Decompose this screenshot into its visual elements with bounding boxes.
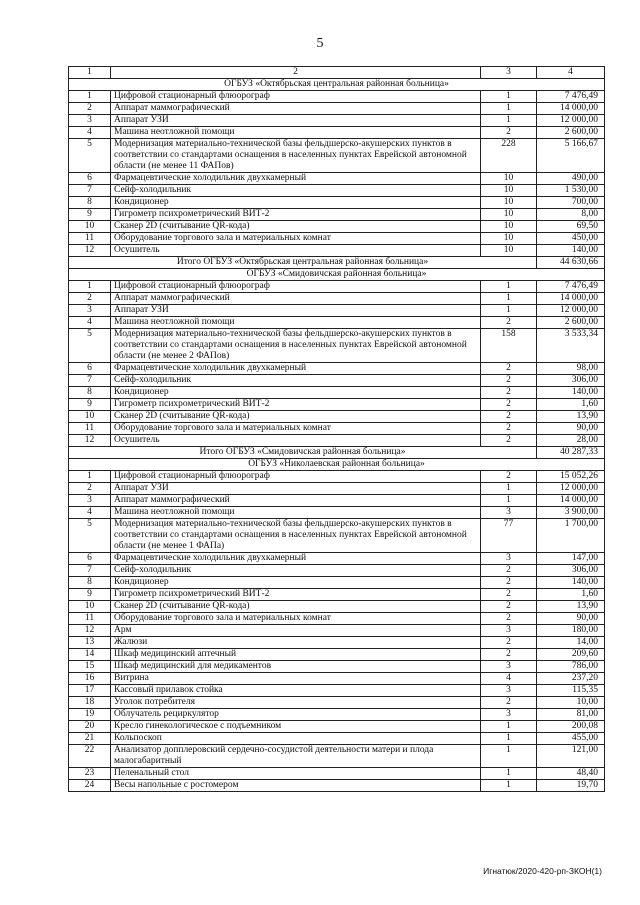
item-amount: 200,08 (537, 721, 605, 733)
item-name: Фармацевтические холодильник двухкамерный (111, 553, 481, 565)
item-amount: 306,00 (537, 375, 605, 387)
table-row (69, 471, 605, 483)
item-quantity: 2 (481, 577, 537, 589)
item-name: Осушитель (111, 435, 481, 447)
item-quantity: 1 (481, 780, 537, 792)
row-number: 7 (69, 375, 111, 387)
item-amount: 98,00 (537, 363, 605, 375)
item-name: Фармацевтические холодильник двухкамерный (111, 363, 481, 375)
item-amount: 450,00 (537, 233, 605, 245)
item-amount: 13,90 (537, 411, 605, 423)
section-total-label: Итого ОГБУЗ «Смидовичская районная больница» (69, 447, 537, 459)
item-quantity: 1 (481, 293, 537, 305)
item-amount: 700,00 (537, 197, 605, 209)
item-amount: 8,00 (537, 209, 605, 221)
item-quantity: 10 (481, 209, 537, 221)
item-quantity: 2 (481, 411, 537, 423)
table-row (69, 768, 605, 780)
row-number: 10 (69, 411, 111, 423)
table-row (69, 399, 605, 411)
table-row (69, 91, 605, 103)
table-row (69, 329, 605, 363)
item-quantity: 1 (481, 281, 537, 293)
table-row (69, 423, 605, 435)
row-number: 20 (69, 721, 111, 733)
table-row (69, 245, 605, 257)
item-name: Сейф-холодильник (111, 565, 481, 577)
header-cell: 3 (481, 67, 537, 79)
item-name: Жалюзи (111, 637, 481, 649)
item-amount: 180,00 (537, 625, 605, 637)
table-row (69, 305, 605, 317)
equipment-table (68, 66, 605, 792)
item-name: Оборудование торгового зала и материальных комнат (111, 233, 481, 245)
item-name: Цифровой стационарный флюорограф (111, 471, 481, 483)
item-name: Сканер 2D (считывание QR-кода) (111, 221, 481, 233)
section-title-row (69, 79, 605, 91)
item-name: Цифровой стационарный флюорограф (111, 281, 481, 293)
table-row (69, 613, 605, 625)
table-row (69, 685, 605, 697)
item-name: Шкаф медицинский аптечный (111, 649, 481, 661)
item-amount: 2 600,00 (537, 127, 605, 139)
row-number: 12 (69, 435, 111, 447)
item-quantity: 10 (481, 173, 537, 185)
item-name: Оборудование торгового зала и материальных комнат (111, 423, 481, 435)
page-number: 5 (316, 36, 324, 51)
row-number: 13 (69, 637, 111, 649)
row-number: 6 (69, 173, 111, 185)
item-amount: 140,00 (537, 387, 605, 399)
row-number: 1 (69, 91, 111, 103)
row-number: 23 (69, 768, 111, 780)
section-title: ОГБУЗ «Николаевская районная больница» (69, 459, 605, 471)
item-name: Сканер 2D (считывание QR-кода) (111, 601, 481, 613)
item-amount: 306,00 (537, 565, 605, 577)
item-name: Анализатор допплеровский сердечно-сосудистой деятельности матери и плода малогабаритный (111, 745, 481, 768)
row-number: 4 (69, 127, 111, 139)
table-row (69, 553, 605, 565)
item-amount: 140,00 (537, 577, 605, 589)
item-quantity: 2 (481, 317, 537, 329)
table-row (69, 519, 605, 553)
item-name: Кассовый прилавок стойка (111, 685, 481, 697)
row-number: 4 (69, 507, 111, 519)
item-amount: 237,20 (537, 673, 605, 685)
item-name: Аппарат УЗИ (111, 483, 481, 495)
table-row (69, 483, 605, 495)
row-number: 5 (69, 139, 111, 173)
table-row (69, 103, 605, 115)
table-row (69, 565, 605, 577)
item-amount: 140,00 (537, 245, 605, 257)
item-amount: 14 000,00 (537, 103, 605, 115)
row-number: 12 (69, 245, 111, 257)
item-amount: 10,00 (537, 697, 605, 709)
item-amount: 3 533,34 (537, 329, 605, 363)
table-row (69, 317, 605, 329)
item-quantity: 77 (481, 519, 537, 553)
row-number: 10 (69, 221, 111, 233)
item-amount: 3 900,00 (537, 507, 605, 519)
item-quantity: 1 (481, 768, 537, 780)
item-amount: 69,50 (537, 221, 605, 233)
item-quantity: 2 (481, 649, 537, 661)
row-number: 11 (69, 613, 111, 625)
item-quantity: 1 (481, 91, 537, 103)
header-cell: 4 (537, 67, 605, 79)
row-number: 9 (69, 209, 111, 221)
item-quantity: 4 (481, 673, 537, 685)
table-row (69, 293, 605, 305)
item-amount: 455,00 (537, 733, 605, 745)
item-amount: 13,90 (537, 601, 605, 613)
item-quantity: 10 (481, 233, 537, 245)
table-row (69, 185, 605, 197)
section-total-amount: 44 630,66 (537, 257, 605, 269)
row-number: 8 (69, 387, 111, 399)
item-name: Кондиционер (111, 577, 481, 589)
item-amount: 5 166,67 (537, 139, 605, 173)
table-row (69, 209, 605, 221)
item-amount: 28,00 (537, 435, 605, 447)
table-row (69, 780, 605, 792)
row-number: 24 (69, 780, 111, 792)
row-number: 2 (69, 293, 111, 305)
item-name: Оборудование торгового зала и материальных комнат (111, 613, 481, 625)
item-amount: 90,00 (537, 423, 605, 435)
row-number: 15 (69, 661, 111, 673)
row-number: 12 (69, 625, 111, 637)
item-quantity: 2 (481, 375, 537, 387)
item-quantity: 10 (481, 197, 537, 209)
item-quantity: 2 (481, 423, 537, 435)
item-amount: 1,60 (537, 589, 605, 601)
item-quantity: 3 (481, 507, 537, 519)
section-total-label: Итого ОГБУЗ «Октябрьская центральная районная больница» (69, 257, 537, 269)
row-number: 11 (69, 233, 111, 245)
item-quantity: 2 (481, 613, 537, 625)
table-row (69, 649, 605, 661)
table-row (69, 375, 605, 387)
section-title: ОГБУЗ «Смидовичская районная больница» (69, 269, 605, 281)
item-amount: 121,00 (537, 745, 605, 768)
item-quantity: 10 (481, 185, 537, 197)
row-number: 5 (69, 329, 111, 363)
item-name: Цифровой стационарный флюорограф (111, 91, 481, 103)
item-name: Гигрометр психрометрический ВИТ-2 (111, 399, 481, 411)
row-number: 7 (69, 565, 111, 577)
item-name: Аппарат маммографический (111, 495, 481, 507)
table-row (69, 387, 605, 399)
row-number: 2 (69, 483, 111, 495)
item-name: Аппарат УЗИ (111, 115, 481, 127)
section-total-row (69, 257, 605, 269)
item-name: Аппарат маммографический (111, 103, 481, 115)
table-row (69, 709, 605, 721)
row-number: 6 (69, 363, 111, 375)
row-number: 21 (69, 733, 111, 745)
table-header-row (69, 67, 605, 79)
table-row (69, 721, 605, 733)
item-quantity: 2 (481, 589, 537, 601)
item-amount: 14,00 (537, 637, 605, 649)
item-name: Арм (111, 625, 481, 637)
table-row (69, 625, 605, 637)
table-row (69, 601, 605, 613)
table-row (69, 577, 605, 589)
table-row (69, 637, 605, 649)
table-row (69, 733, 605, 745)
item-name: Витрина (111, 673, 481, 685)
item-amount: 490,00 (537, 173, 605, 185)
table-row (69, 281, 605, 293)
row-number: 22 (69, 745, 111, 768)
item-amount: 115,35 (537, 685, 605, 697)
item-name: Гигрометр психрометрический ВИТ-2 (111, 209, 481, 221)
table-row (69, 411, 605, 423)
row-number: 1 (69, 281, 111, 293)
row-number: 9 (69, 589, 111, 601)
item-quantity: 1 (481, 495, 537, 507)
item-name: Кондиционер (111, 197, 481, 209)
item-quantity: 158 (481, 329, 537, 363)
table-row (69, 127, 605, 139)
row-number: 3 (69, 495, 111, 507)
row-number: 16 (69, 673, 111, 685)
item-quantity: 2 (481, 387, 537, 399)
item-amount: 48,40 (537, 768, 605, 780)
table-row (69, 139, 605, 173)
item-amount: 19,70 (537, 780, 605, 792)
item-name: Фармацевтические холодильник двухкамерный (111, 173, 481, 185)
item-name: Аппарат маммографический (111, 293, 481, 305)
item-amount: 1,60 (537, 399, 605, 411)
item-quantity: 2 (481, 697, 537, 709)
row-number: 4 (69, 317, 111, 329)
table-row (69, 173, 605, 185)
row-number: 7 (69, 185, 111, 197)
row-number: 3 (69, 115, 111, 127)
item-amount: 12 000,00 (537, 115, 605, 127)
row-number: 9 (69, 399, 111, 411)
item-name: Машина неотложной помощи (111, 507, 481, 519)
row-number: 3 (69, 305, 111, 317)
row-number: 14 (69, 649, 111, 661)
row-number: 5 (69, 519, 111, 553)
item-amount: 81,00 (537, 709, 605, 721)
item-quantity: 1 (481, 305, 537, 317)
item-amount: 7 476,49 (537, 91, 605, 103)
document-footer-code: Игнатюк/2020-420-рп-ЗКОН(1) (483, 866, 602, 876)
table-row (69, 745, 605, 768)
table-row (69, 661, 605, 673)
item-amount: 209,60 (537, 649, 605, 661)
item-name: Кольпоскоп (111, 733, 481, 745)
row-number: 6 (69, 553, 111, 565)
item-name: Шкаф медицинский для медикаментов (111, 661, 481, 673)
row-number: 8 (69, 197, 111, 209)
item-quantity: 2 (481, 399, 537, 411)
item-amount: 1 530,00 (537, 185, 605, 197)
table-row (69, 197, 605, 209)
row-number: 17 (69, 685, 111, 697)
item-amount: 12 000,00 (537, 483, 605, 495)
table-row (69, 507, 605, 519)
item-amount: 14 000,00 (537, 293, 605, 305)
item-quantity: 1 (481, 103, 537, 115)
item-name: Машина неотложной помощи (111, 317, 481, 329)
item-quantity: 10 (481, 245, 537, 257)
header-cell: 1 (69, 67, 111, 79)
item-name: Сейф-холодильник (111, 375, 481, 387)
item-amount: 12 000,00 (537, 305, 605, 317)
item-quantity: 3 (481, 661, 537, 673)
row-number: 18 (69, 697, 111, 709)
item-name: Модернизация материально-технической базы фельдшерско-акушерских пунктов в соответствии со стандартами оснащения в населенных пунктах Еврейской автономной области (не менее 2 ФАПов) (111, 329, 481, 363)
section-total-amount: 40 287,33 (537, 447, 605, 459)
table-row (69, 435, 605, 447)
item-name: Весы напольные с ростомером (111, 780, 481, 792)
table-row (69, 495, 605, 507)
row-number: 19 (69, 709, 111, 721)
row-number: 10 (69, 601, 111, 613)
item-name: Кресло гинекологическое с подъемником (111, 721, 481, 733)
item-name: Аппарат УЗИ (111, 305, 481, 317)
item-amount: 786,00 (537, 661, 605, 673)
item-name: Машина неотложной помощи (111, 127, 481, 139)
item-name: Сейф-холодильник (111, 185, 481, 197)
item-quantity: 2 (481, 565, 537, 577)
item-quantity: 2 (481, 127, 537, 139)
row-number: 2 (69, 103, 111, 115)
item-quantity: 2 (481, 601, 537, 613)
item-quantity: 228 (481, 139, 537, 173)
item-name: Пеленальный стол (111, 768, 481, 780)
table-row (69, 115, 605, 127)
item-amount: 2 600,00 (537, 317, 605, 329)
item-name: Осушитель (111, 245, 481, 257)
item-quantity: 10 (481, 221, 537, 233)
section-total-row (69, 447, 605, 459)
item-quantity: 2 (481, 435, 537, 447)
table-row (69, 673, 605, 685)
table-row (69, 221, 605, 233)
item-quantity: 3 (481, 553, 537, 565)
section-title-row (69, 269, 605, 281)
item-quantity: 3 (481, 625, 537, 637)
table-row (69, 589, 605, 601)
item-name: Сканер 2D (считывание QR-кода) (111, 411, 481, 423)
table-row (69, 697, 605, 709)
item-amount: 147,00 (537, 553, 605, 565)
header-cell: 2 (111, 67, 481, 79)
item-quantity: 1 (481, 733, 537, 745)
item-amount: 14 000,00 (537, 495, 605, 507)
section-title-row (69, 459, 605, 471)
table-row (69, 363, 605, 375)
item-name: Модернизация материально-технической базы фельдшерско-акушерских пунктов в соответствии со стандартами оснащения в населенных пунктах Еврейской автономной области (не менее 11 ФАПов) (111, 139, 481, 173)
row-number: 11 (69, 423, 111, 435)
item-quantity: 1 (481, 745, 537, 768)
item-quantity: 1 (481, 115, 537, 127)
item-name: Модернизация материально-технической базы фельдшерско-акушерских пунктов в соответствии со стандартами оснащения в населенных пунктах Еврейской автономной области (не менее 1 ФАПа) (111, 519, 481, 553)
item-name: Уголок потребителя (111, 697, 481, 709)
item-quantity: 2 (481, 363, 537, 375)
item-name: Кондиционер (111, 387, 481, 399)
item-name: Облучатель рециркулятор (111, 709, 481, 721)
item-quantity: 1 (481, 721, 537, 733)
item-quantity: 3 (481, 685, 537, 697)
item-quantity: 1 (481, 483, 537, 495)
item-quantity: 2 (481, 471, 537, 483)
item-amount: 1 700,00 (537, 519, 605, 553)
item-quantity: 2 (481, 637, 537, 649)
item-quantity: 3 (481, 709, 537, 721)
item-amount: 90,00 (537, 613, 605, 625)
section-title: ОГБУЗ «Октябрьская центральная районная больница» (69, 79, 605, 91)
item-name: Гигрометр психрометрический ВИТ-2 (111, 589, 481, 601)
row-number: 1 (69, 471, 111, 483)
table-row (69, 233, 605, 245)
row-number: 8 (69, 577, 111, 589)
item-amount: 15 052,26 (537, 471, 605, 483)
item-amount: 7 476,49 (537, 281, 605, 293)
